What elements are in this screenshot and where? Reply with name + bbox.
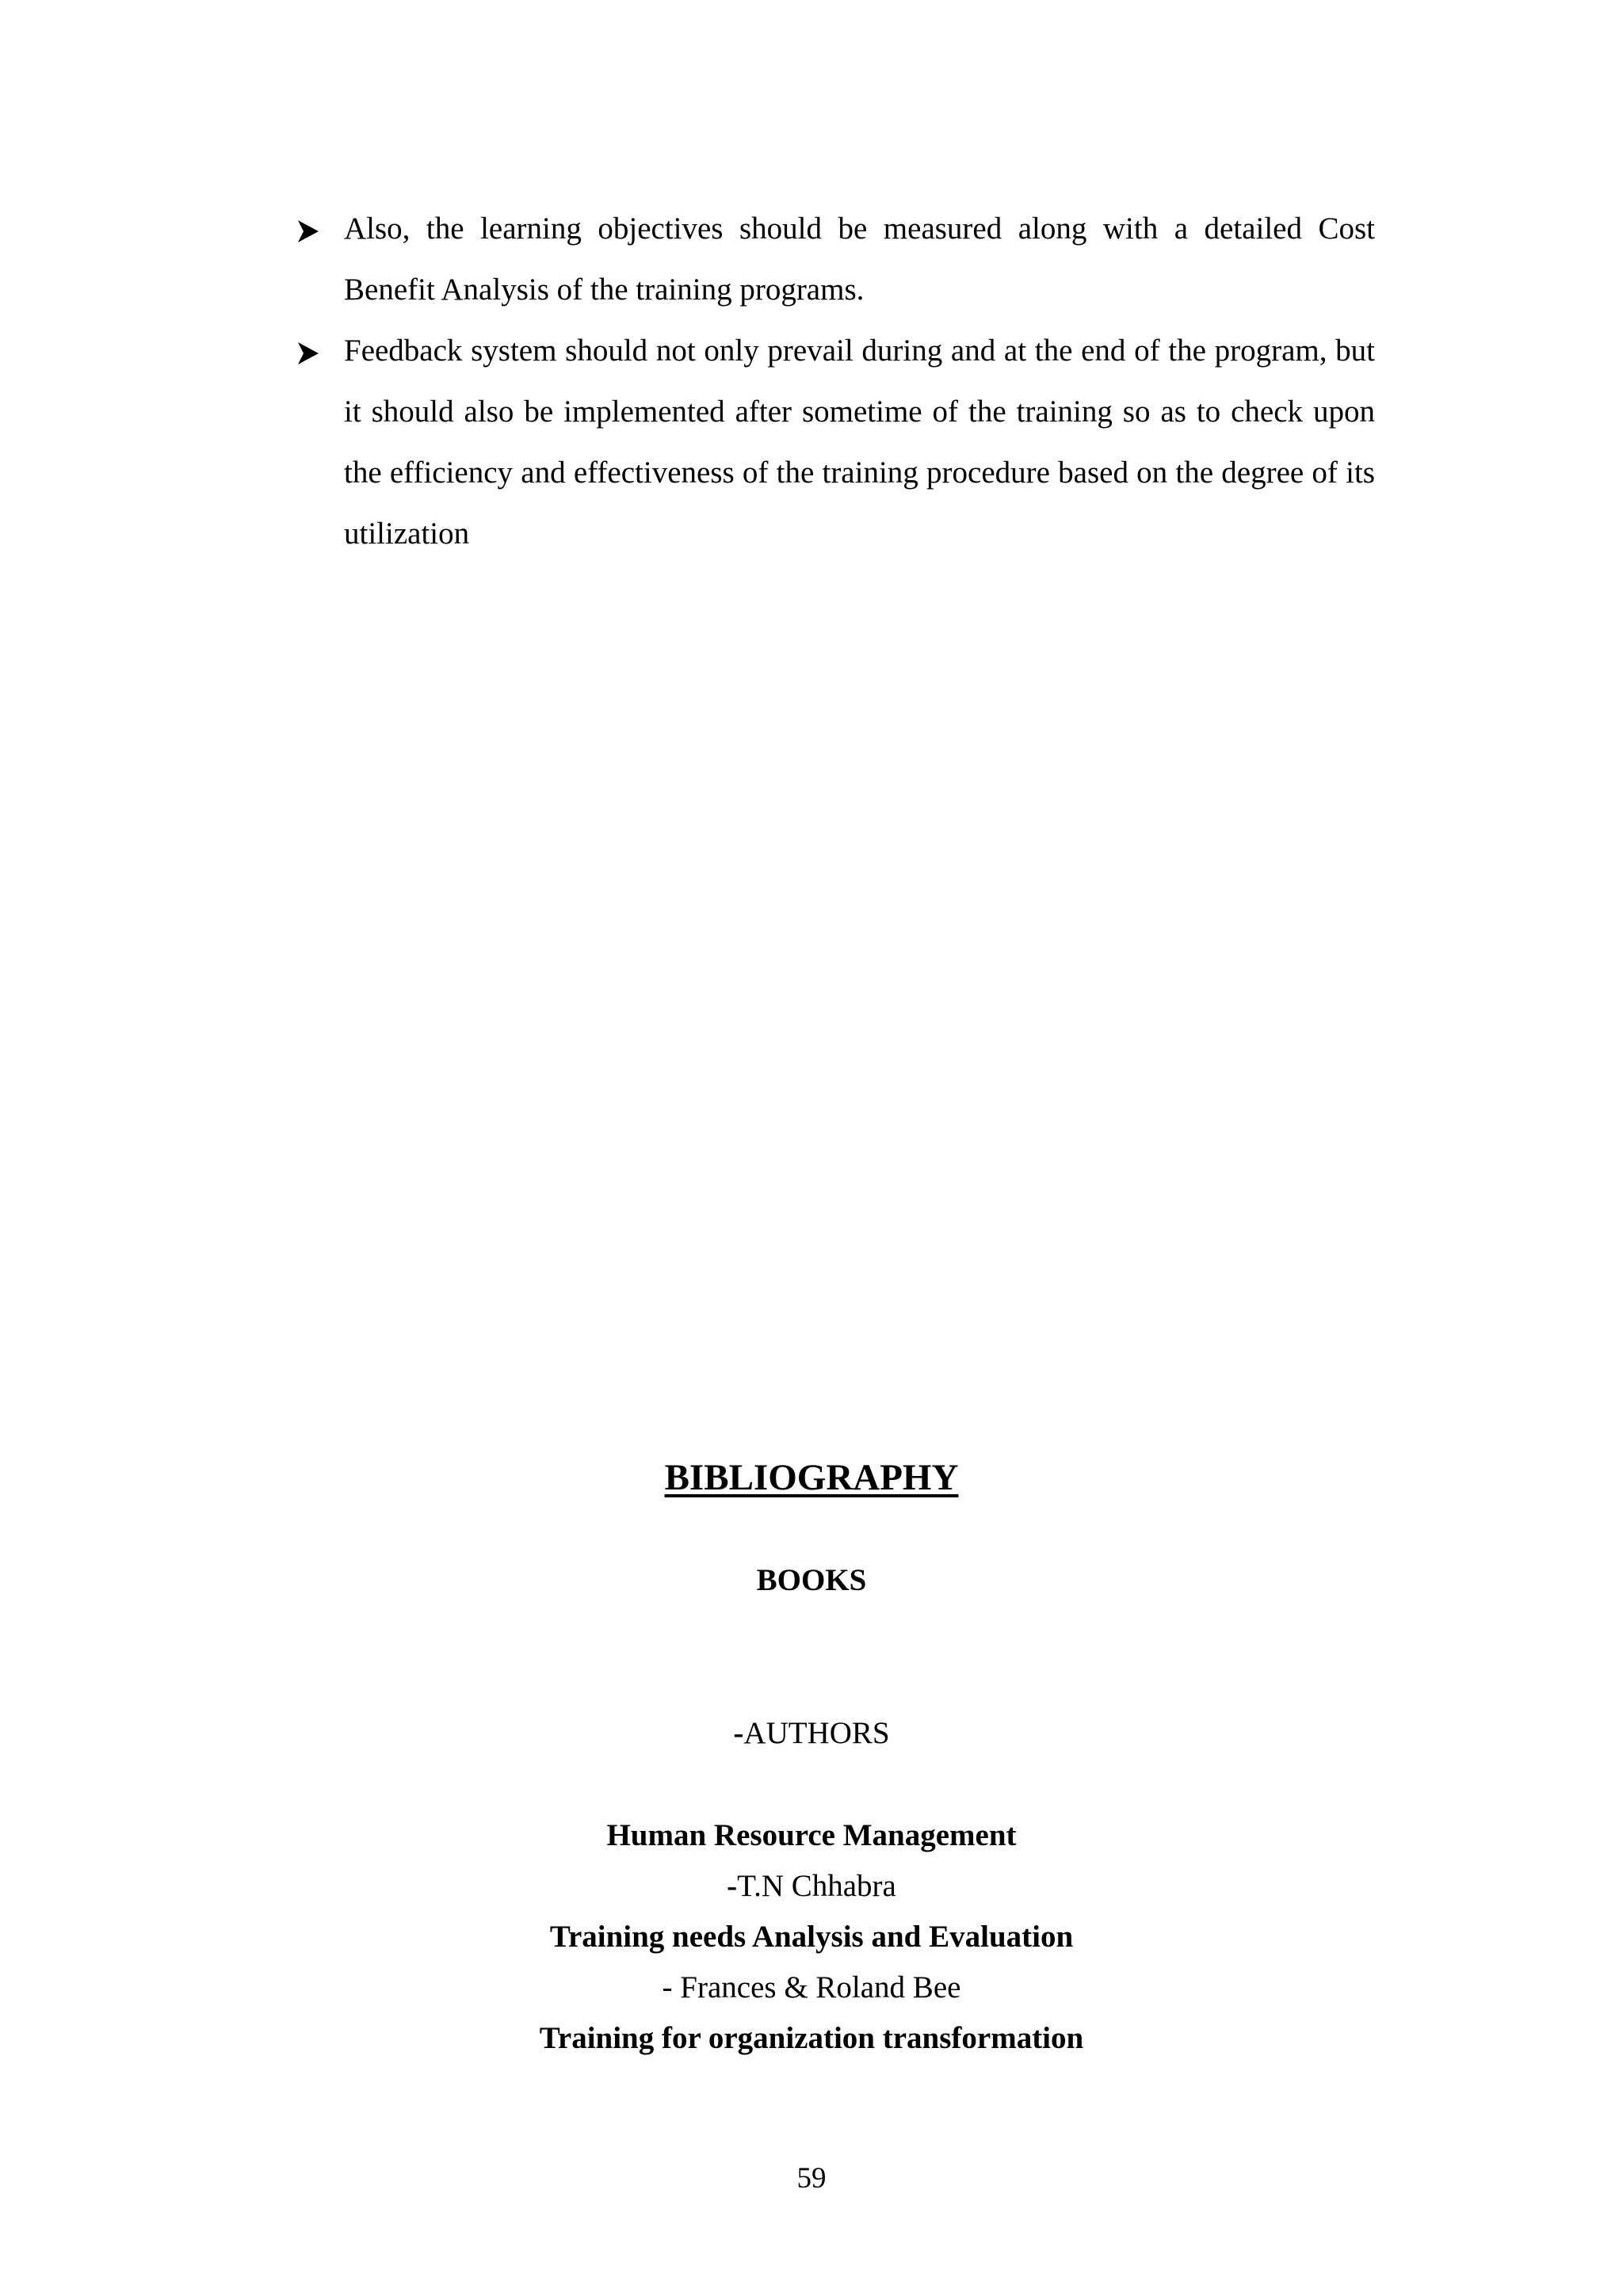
- arrowhead-bullet-icon: [296, 338, 320, 369]
- book-title: Human Resource Management: [606, 1818, 1017, 1852]
- page-number: 59: [796, 2162, 827, 2195]
- authors-dash: -: [733, 1716, 744, 1750]
- author-dash: -: [727, 1869, 738, 1903]
- book-author: [0, 1868, 1623, 1904]
- bibliography-heading: BIBLIOGRAPHY: [664, 1457, 959, 1498]
- book-title: Training needs Analysis and Evaluation: [549, 1920, 1074, 1954]
- section-heading-books: BOOKS: [756, 1563, 867, 1597]
- bullet-text: Also, the learning objectives should be measured along with a detailed Cost Benefit Analysis of the training programs.: [344, 212, 1375, 307]
- authors-label: AUTHORS: [743, 1716, 890, 1750]
- book-title: Training for organization transformation: [539, 2021, 1084, 2055]
- author-name: T.N Chhabra: [737, 1869, 896, 1903]
- book-author: [0, 1970, 1623, 2005]
- author-name: Frances & Roland Bee: [680, 1970, 961, 2004]
- bullet-text: Feedback system should not only prevail during and at the end of the program, but it should also be implemented after sometime of the training so as to check upon the efficiency and effectiveness of the training procedure based on the degree of its utilization: [344, 334, 1375, 551]
- authors-header: [0, 1715, 1623, 1751]
- arrowhead-bullet-icon: [296, 215, 320, 247]
- author-dash: -: [662, 1970, 681, 2004]
